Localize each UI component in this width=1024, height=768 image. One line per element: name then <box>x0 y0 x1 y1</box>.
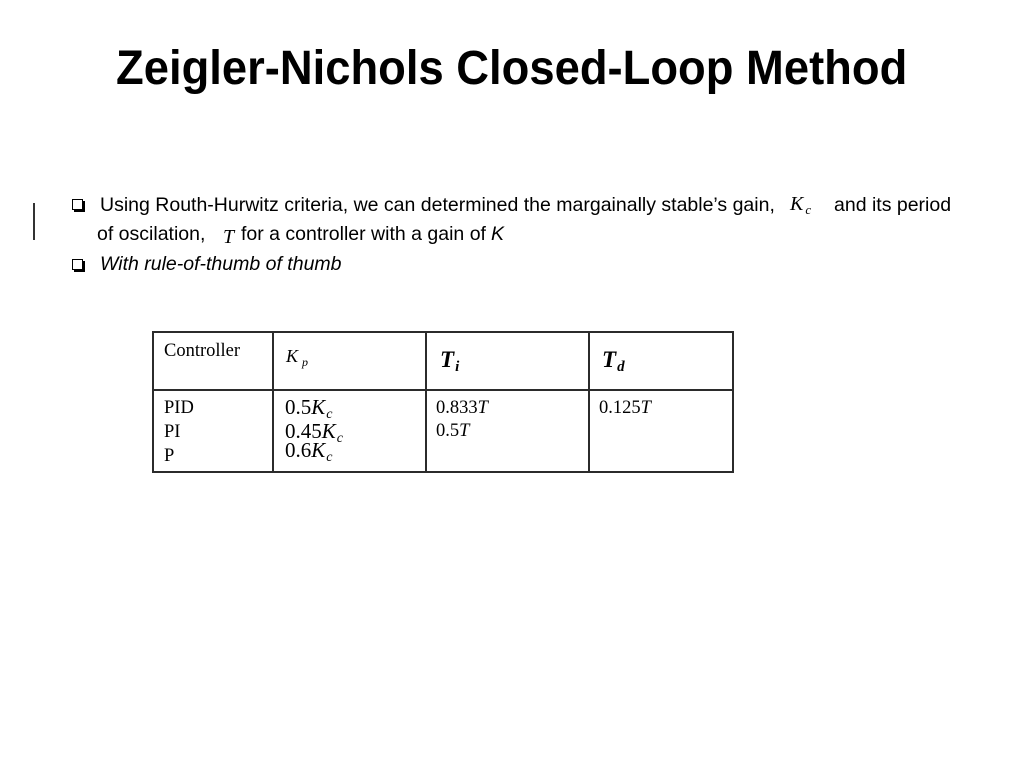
gain-symbol-base: K <box>790 193 804 215</box>
header-cell-td <box>590 333 734 391</box>
slide-title-text: Zeigler-Nichols Closed-Loop Method <box>116 42 908 95</box>
ti-coef: 0.833 <box>436 397 478 418</box>
square-bullet-icon <box>72 259 83 270</box>
header-ti-base: T <box>440 347 455 372</box>
header-td <box>602 348 625 375</box>
ti-var: T <box>477 397 488 418</box>
bullet-1-text-d-line <box>241 222 504 245</box>
gain-variable-k: K <box>490 222 504 245</box>
bullet-2-text: With rule-of-thumb of thumb <box>100 252 342 275</box>
ti-coef: 0.5 <box>436 420 460 441</box>
cell-ti-values <box>427 391 590 473</box>
kp-value-p <box>285 440 332 465</box>
kp-var: K <box>311 395 326 419</box>
header-ti-sub: i <box>455 359 460 375</box>
cell-kp-values <box>274 391 427 473</box>
ziegler-nichols-table <box>152 331 734 473</box>
header-cell-controller <box>154 333 274 391</box>
kp-coef: 0.45 <box>285 419 322 443</box>
controller-pid: PID <box>164 398 194 418</box>
controller-list <box>164 396 194 468</box>
bullet-1-text-d: for a controller with a gain of <box>241 222 486 245</box>
kp-sub: c <box>336 431 343 446</box>
slide-title <box>0 42 1024 95</box>
kp-sub: c <box>326 450 333 465</box>
td-value-pid <box>599 399 651 418</box>
gain-symbol-kc <box>790 194 811 220</box>
header-kp <box>286 347 308 368</box>
cell-controllers <box>154 391 274 473</box>
kp-sub: c <box>326 407 333 422</box>
kp-coef: 0.6 <box>285 438 312 462</box>
header-kp-base: K <box>286 346 299 366</box>
period-symbol-t: T <box>223 226 235 248</box>
gain-symbol-sub: c <box>805 202 812 217</box>
ti-var: T <box>459 420 470 441</box>
bullet-1-text-b: and its period <box>834 193 952 216</box>
square-bullet-icon <box>72 199 83 210</box>
vertical-marker-line <box>33 203 35 240</box>
bullet-1-text-c: of oscilation, <box>97 222 206 245</box>
header-td-sub: d <box>617 359 625 375</box>
kp-coef: 0.5 <box>285 395 312 419</box>
header-kp-sub: p <box>302 355 309 369</box>
bullet-1-text-a: Using Routh-Hurwitz criteria, we can determined the margainally stable’s gain, <box>100 193 775 216</box>
header-cell-ti <box>427 333 590 391</box>
header-ti <box>440 348 459 375</box>
ti-value-pid <box>436 399 488 418</box>
td-coef: 0.125 <box>599 397 641 418</box>
cell-td-values <box>590 391 734 473</box>
kp-var: K <box>311 438 326 462</box>
controller-pi: PI <box>164 422 181 442</box>
td-var: T <box>640 397 651 418</box>
header-cell-kp <box>274 333 427 391</box>
controller-p: P <box>164 446 175 466</box>
ti-value-pi <box>436 422 469 441</box>
kp-var: K <box>321 419 336 443</box>
header-controller: Controller <box>164 341 241 361</box>
header-td-base: T <box>602 347 617 372</box>
